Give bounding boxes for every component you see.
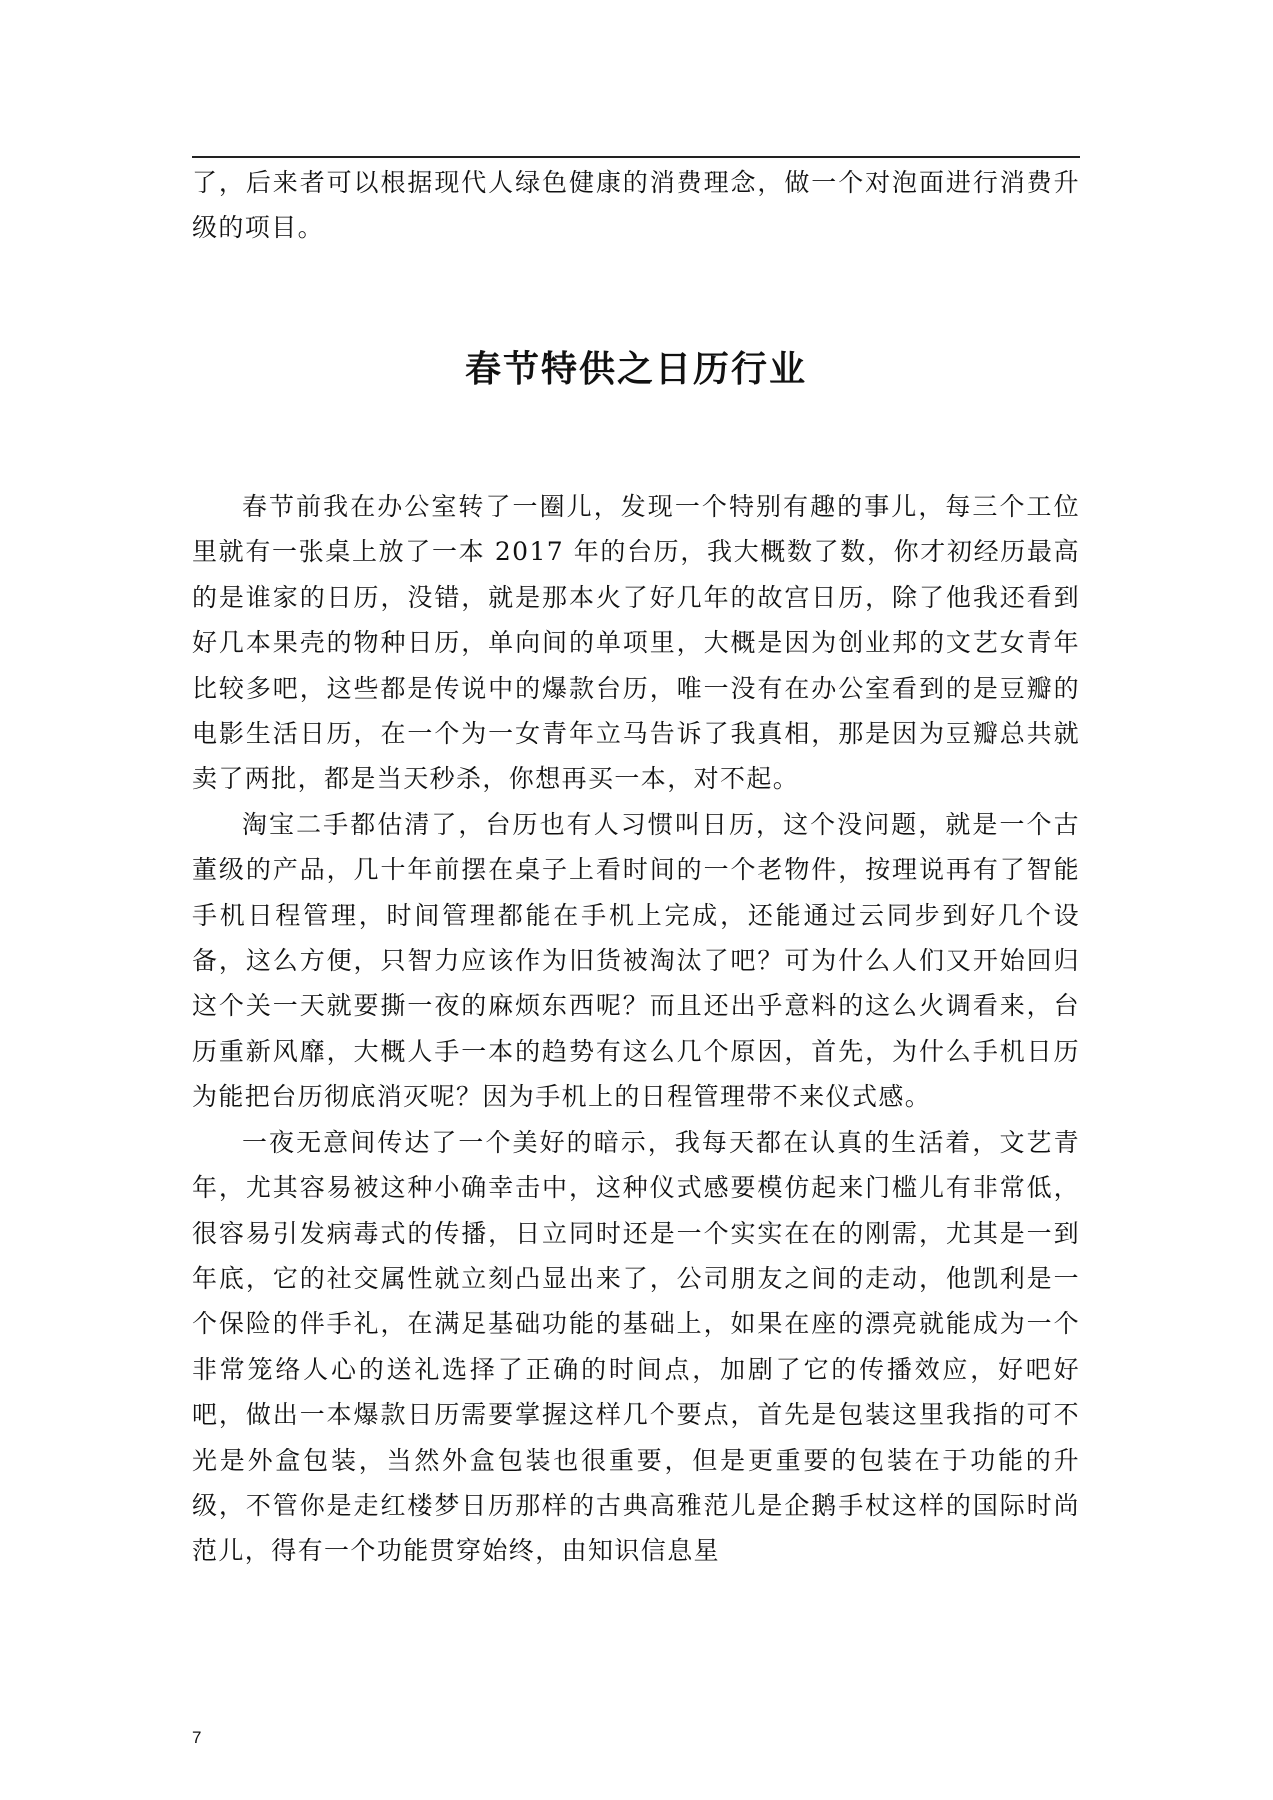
paragraph: 春节前我在办公室转了一圈儿，发现一个特别有趣的事儿，每三个工位里就有一张桌上放了一本 2017 年的台历，我大概数了数，你才初经历最高的是谁家的日历，没错，就是那本火了好几年的故宫日历，除了他我还看到好几本果壳的物种日历，单向间的单项里，大概是因为创业邦的文艺女青年比较多吧，这些都是传说中的爆款台历，唯一没有在办公室看到的是豆瓣的电影生活日历，在一个为一女青年立马告诉了我真相，那是因为豆瓣总共就卖了两批，都是当天秒杀，你想再买一本，对不起。 [192, 492, 1080, 794]
header-rule [192, 156, 1080, 158]
paragraph: 淘宝二手都估清了，台历也有人习惯叫日历，这个没问题，就是一个古董级的产品，几十年前摆在桌子上看时间的一个老物件，按理说再有了智能手机日程管理，时间管理都能在手机上完成，还能通过云同步到好几个设备，这么方便，只智力应该作为旧货被淘汰了吧？可为什么人们又开始回归这个关一天就要撕一夜的麻烦东西呢？而且还出乎意料的这么火调看来，台历重新风靡，大概人手一本的趋势有这么几个原因，首先，为什么手机日历为能把台历彻底消灭呢？因为手机上的日程管理带不来仪式感。 [192, 809, 1080, 1112]
paragraph: 一夜无意间传达了一个美好的暗示，我每天都在认真的生活着，文艺青年，尤其容易被这种小确幸击中，这种仪式感要模仿起来门槛儿有非常低，很容易引发病毒式的传播，日立同时还是一个实实在在的刚需，尤其是一到年底，它的社交属性就立刻凸显出来了，公司朋友之间的走动，他凯利是一个保险的伴手礼，在满足基础功能的基础上，如果在座的漂亮就能成为一个非常笼络人心的送礼选择了正确的时间点，加剧了它的传播效应，好吧好吧，做出一本爆款日历需要掌握这样几个要点，首先是包装这里我指的可不光是外盒包装，当然外盒包装也很重要，但是更重要的包装在于功能的升级，不管你是走红楼梦日历那样的古典高雅范儿是企鹅手杖这样的国际时尚范儿，得有一个功能贯穿始终，由知识信息星 [192, 1127, 1080, 1566]
page-number: 7 [192, 1728, 202, 1747]
body-text [192, 484, 1080, 1574]
section-title: 春节特供之日历行业 [464, 349, 807, 390]
continuation-text: 了，后来者可以根据现代人绿色健康的消费理念，做一个对泡面进行消费升级的项目。 [192, 168, 1080, 243]
